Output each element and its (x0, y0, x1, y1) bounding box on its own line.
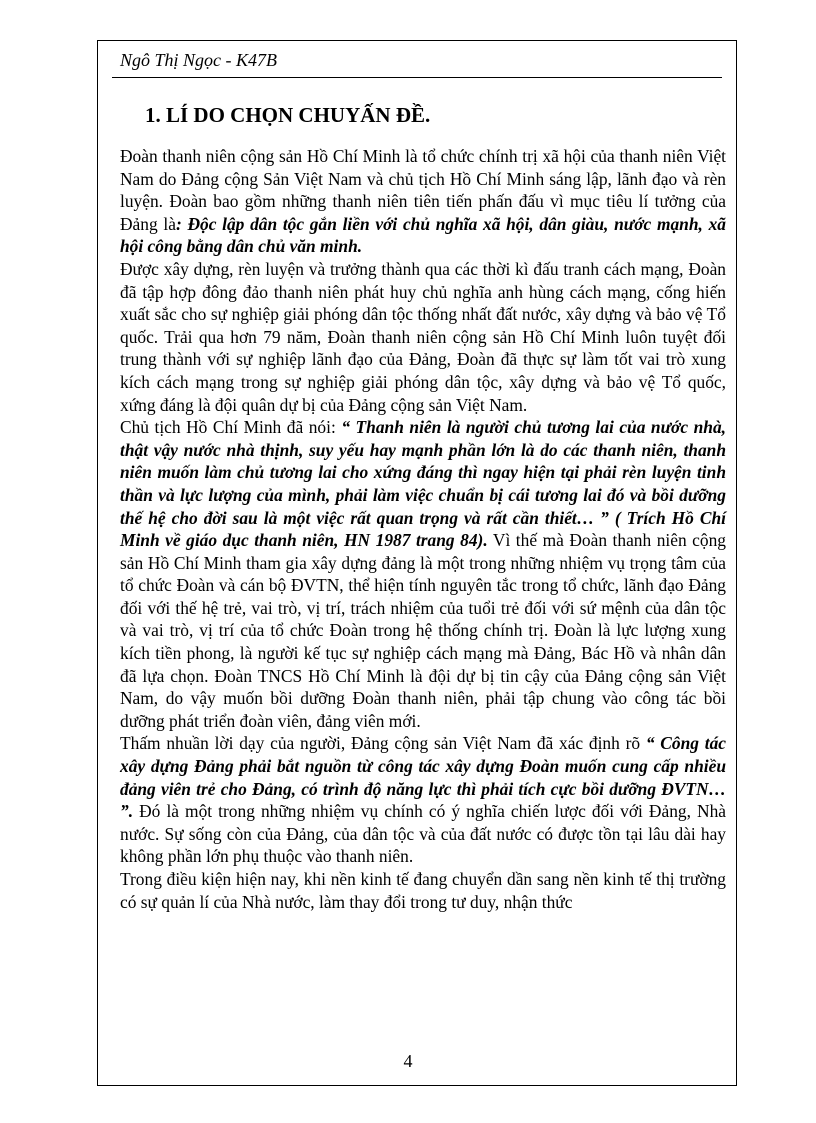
paragraph-3-quote: “ Thanh niên là người chủ tương lai của nước nhà, thật vậy nước nhà thịnh, suy yếu hay mạnh phần lớn là do các thanh niên, thanh niên muốn làm chủ tương lai cho xứng đáng thì ngay hiện tại phải rèn luyện tinh thần và lực lượng của mình, phải làm việc chuẩn bị cái tương lai đó và bồi dưỡng thế hệ cho đời sau là một việc rất quan trọng và rất cần thiết… ” ( Trích Hồ Chí Minh về giáo dục thanh niên, HN 1987 trang 84). (120, 417, 726, 551)
page-number: 4 (403, 1051, 413, 1071)
paragraph-1-emphasis: : Độc lập dân tộc gắn liền với chủ nghĩa xã hội, dân giàu, nước mạnh, xã hội công bằng dân chủ văn minh. (120, 213, 726, 257)
paragraph-3-text: Chủ tịch Hồ Chí Minh đã nói: (120, 417, 342, 438)
paragraph-4-quote: “ Công tác xây dựng Đảng phải bắt nguồn từ công tác xây dựng Đoàn muốn cung cấp nhiều đảng viên trẻ cho Đảng, có trình độ năng lực thì phải tích cực bồi dưỡng ĐVTN… ”. (120, 733, 726, 822)
paragraph-4 (120, 732, 726, 868)
paragraph-5 (120, 868, 726, 913)
paragraph-1 (120, 145, 726, 258)
header-divider (112, 77, 722, 78)
paragraph-1-text: Đoàn thanh niên cộng sản Hồ Chí Minh là tổ chức chính trị xã hội của thanh niên Việt Nam do Đảng cộng Sản Việt Nam và chủ tịch Hồ Chí Minh sáng lập, lãnh đạo và rèn luyện. Đoàn bao gồm những thanh niên tiên tiến phấn đấu vì mục tiêu lí tưởng của Đảng là (120, 146, 726, 234)
paragraph-5-text: Trong điều kiện hiện nay, khi nền kinh tế đang chuyển dần sang nền kinh tế thị trường có sự quản lí của Nhà nước, làm thay đổi trong tư duy, nhận thức (120, 869, 726, 912)
paragraph-2 (120, 258, 726, 416)
paragraph-4-text: Thấm nhuần lời dạy của người, Đảng cộng sản Việt Nam đã xác định rõ (120, 733, 646, 754)
paragraph-2-text: Được xây dựng, rèn luyện và trưởng thành qua các thời kì đấu tranh cách mạng, Đoàn đã tập hợp đông đảo thanh niên phát huy chủ nghĩa anh hùng cách mạng, cống hiến xuất sắc cho sự nghiệp giải phóng dân tộc thống nhất đất nước, xây dựng và bảo vệ Tổ quốc. Trải qua hơn 79 năm, Đoàn thanh niên cộng sản Hồ Chí Minh luôn tuyệt đối trung thành với sự nghiệp lãnh đạo của Đảng, Đoàn đã thực sự làm tốt vai trò xung kích cách mạng trong sự nghiệp giải phóng dân tộc, xây dựng và bảo vệ Tổ quốc, xứng đáng là đội quân dự bị của Đảng cộng sản Việt Nam. (120, 258, 726, 415)
document-body (120, 145, 726, 913)
paragraph-4-text-continued: Đó là một trong những nhiệm vụ chính có ý nghĩa chiến lược đối với Đảng, Nhà nước. Sự sống còn của Đảng, của dân tộc và của đất nước có được tồn tại lâu dài hay không phần lớn phụ thuộc vào thanh niên. (120, 801, 726, 867)
paragraph-3-text-continued: Vì thế mà Đoàn thanh niên cộng sản Hồ Chí Minh tham gia xây dựng đảng là một trong những nhiệm vụ trọng tâm của tổ chức Đoàn và cán bộ ĐVTN, thể hiện tính nguyên tắc trong tổ chức, lãnh đạo Đảng đối với thế hệ trẻ, vai trò, vị trí, trách nhiệm của tuổi trẻ đối với sứ mệnh của dân tộc và vai trò, vị trí của tổ chức Đoàn trong hệ thống chính trị. Đoàn là lực lượng xung kích tiền phong, là người kế tục sự nghiệp cách mạng mà Đảng, Bác Hồ và nhân dân đã lựa chọn. Đoàn TNCS Hồ Chí Minh là đội dự bị tin cậy của Đảng cộng sản Việt Nam, do vậy muốn bồi dưỡng Đoàn thanh niên, phải tập chung vào công tác bồi dưỡng phát triển đoàn viên, đảng viên mới. (120, 530, 726, 731)
section-title: 1. LÍ DO CHỌN CHUYẤN ĐỀ. (145, 103, 431, 127)
page-header-author: Ngô Thị Ngọc - K47B (120, 50, 278, 70)
paragraph-3 (120, 416, 726, 732)
